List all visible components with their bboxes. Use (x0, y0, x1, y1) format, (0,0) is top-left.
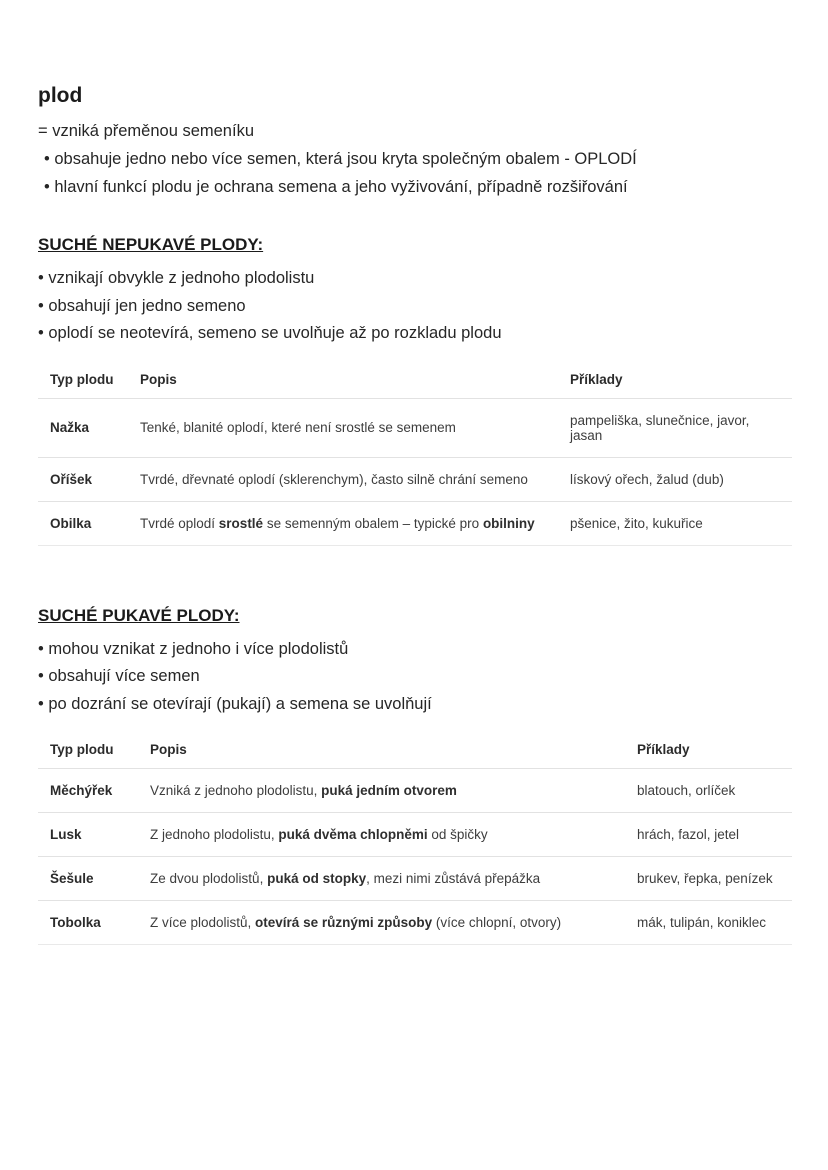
fruit-type-cell: Lusk (38, 813, 138, 857)
column-header-type: Typ plodu (50, 742, 114, 757)
examples-cell: brukev, řepka, penízek (625, 857, 792, 901)
bullet-item: • oplodí se neotevírá, semeno se uvolňuje až po rozkladu plodu (38, 324, 502, 342)
intro-bullet: • obsahuje jedno nebo více semen, která jsou kryta společným obalem - OPLODÍ (44, 150, 637, 168)
fruit-type-cell: Měchýřek (38, 769, 138, 813)
fruit-type-cell: Šešule (38, 857, 138, 901)
intro-line: = vzniká přeměnou semeníku (38, 122, 254, 140)
bullet-item: • po dozrání se otevírají (pukají) a semena se uvolňují (38, 694, 432, 713)
table-row (38, 457, 792, 501)
column-header-examples: Příklady (570, 371, 623, 387)
table-header-row (38, 733, 792, 769)
page-title: plod (38, 84, 83, 107)
section-dry-dehiscent (38, 606, 792, 946)
examples-cell: lískový ořech, žalud (dub) (558, 457, 792, 501)
description-cell: Z jednoho plodolistu, puká dvěma chlopněmi od špičky (138, 813, 625, 857)
examples-cell: pšenice, žito, kukuřice (558, 501, 792, 545)
fruit-type-cell: Oříšek (38, 457, 128, 501)
column-header-examples: Příklady (637, 742, 690, 757)
table-row (38, 857, 792, 901)
examples-cell: hrách, fazol, jetel (625, 813, 792, 857)
table-row (38, 769, 792, 813)
fruit-type-cell: Tobolka (38, 901, 138, 945)
table-header-row (38, 363, 792, 399)
bullet-item: • vznikají obvykle z jednoho plodolistu (38, 269, 315, 287)
fruit-type-cell: Nažka (38, 398, 128, 457)
section-heading: SUCHÉ NEPUKAVÉ PLODY: (38, 235, 264, 254)
table-row (38, 813, 792, 857)
table-row (38, 501, 792, 545)
bullet-item: • obsahují více semen (38, 667, 200, 685)
fruit-types-table (38, 733, 792, 945)
column-header-type: Typ plodu (50, 371, 114, 387)
table-row (38, 398, 792, 457)
bullet-item: • obsahují jen jedno semeno (38, 296, 246, 315)
table-row (38, 901, 792, 945)
section-dry-indehiscent (38, 235, 792, 546)
examples-cell: mák, tulipán, koniklec (625, 901, 792, 945)
examples-cell: blatouch, orlíček (625, 769, 792, 813)
section-heading: SUCHÉ PUKAVÉ PLODY: (38, 605, 240, 625)
description-cell: Vzniká z jednoho plodolistu, puká jedním otvorem (138, 769, 625, 813)
description-cell: Ze dvou plodolistů, puká od stopky, mezi nimi zůstává přepážka (138, 857, 625, 901)
description-cell: Tvrdé, dřevnaté oplodí (sklerenchym), často silně chrání semeno (128, 457, 558, 501)
intro-bullet: • hlavní funkcí plodu je ochrana semena a jeho vyživování, případně rozšiřování (44, 178, 628, 196)
fruit-type-cell: Obilka (38, 501, 128, 545)
description-cell: Tenké, blanité oplodí, které není srostlé se semenem (128, 398, 558, 457)
examples-cell: pampeliška, slunečnice, javor, jasan (558, 398, 792, 457)
description-cell: Z více plodolistů, otevírá se různými způsoby (více chlopní, otvory) (138, 901, 625, 945)
column-header-description: Popis (140, 371, 177, 387)
description-cell: Tvrdé oplodí srostlé se semenným obalem – typické pro obilniny (128, 501, 558, 545)
fruit-types-table (38, 363, 792, 546)
column-header-description: Popis (150, 742, 187, 757)
bullet-item: • mohou vznikat z jednoho i více plodolistů (38, 639, 349, 658)
